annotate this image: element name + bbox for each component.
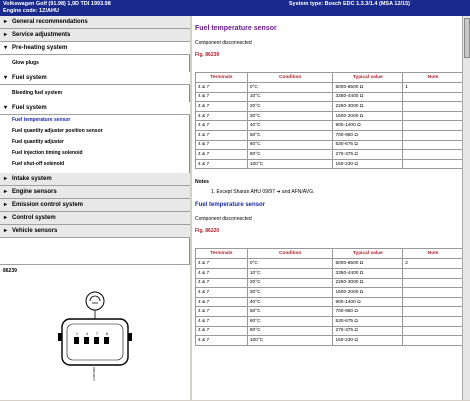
left-panel xyxy=(0,16,190,400)
table-cell: 10°C xyxy=(247,92,333,102)
table-cell: 40°C xyxy=(247,121,333,131)
table-cell: 50°C xyxy=(247,307,333,317)
table-cell: 4 & 7 xyxy=(196,259,248,269)
col-condition: Condition xyxy=(247,73,333,83)
table-cell xyxy=(403,297,464,307)
table-cell: 4 & 7 xyxy=(196,150,248,160)
table-cell xyxy=(403,268,464,278)
table-cell xyxy=(403,316,464,326)
table-cell: 530-675 Ω xyxy=(333,316,403,326)
figure-panel xyxy=(0,264,190,400)
table-cell: 4 & 7 xyxy=(196,83,248,93)
table-row xyxy=(196,326,464,336)
table-cell: 4 & 7 xyxy=(196,92,248,102)
sensor-symbol-icon xyxy=(86,292,104,310)
status-1: Component disconnected xyxy=(195,40,252,46)
table-cell xyxy=(403,159,464,169)
table-cell: 60°C xyxy=(247,316,333,326)
table-cell xyxy=(403,336,464,346)
note-1 xyxy=(195,189,455,195)
table-cell: 275-375 Ω xyxy=(333,326,403,336)
engine-code: Engine code: 1Z/AHU xyxy=(3,8,59,14)
table-row xyxy=(196,336,464,346)
system-type: System type: Bosch EDC 1.3.3/1.4 (MSA 12/15) xyxy=(288,1,410,7)
table-cell: 5000-6500 Ω xyxy=(333,83,403,93)
table-cell: 4 & 7 xyxy=(196,336,248,346)
nav-item-fuel-temp[interactable]: Fuel temperature sensor xyxy=(12,117,71,123)
col-note: Note xyxy=(403,73,464,83)
nav-section-preheating[interactable]: ▾ Pre-heating system xyxy=(0,42,190,55)
col-typical: Typical value xyxy=(333,73,403,83)
vertical-scrollbar[interactable] xyxy=(462,16,470,400)
table-cell xyxy=(403,278,464,288)
table-cell: 4 & 7 xyxy=(196,111,248,121)
table-cell: 700-950 Ω xyxy=(333,307,403,317)
table-cell: 150-230 Ω xyxy=(333,159,403,169)
table-cell: 2 xyxy=(403,259,464,269)
table-row xyxy=(196,288,464,298)
table-cell: 530-675 Ω xyxy=(333,140,403,150)
section-title-1: Fuel temperature sensor xyxy=(195,25,277,32)
values-table-1 xyxy=(195,72,464,169)
table-cell xyxy=(403,288,464,298)
table-cell: 0°C xyxy=(247,83,333,93)
nav-item-timing[interactable]: Fuel injection timing solenoid xyxy=(12,150,83,156)
table-cell xyxy=(403,326,464,336)
table-cell xyxy=(403,150,464,160)
table-row xyxy=(196,268,464,278)
table-cell: 30°C xyxy=(247,111,333,121)
table-cell: 20°C xyxy=(247,102,333,112)
values-table-2 xyxy=(195,248,464,345)
status-2: Component disconnected xyxy=(195,216,252,223)
table-cell: 10°C xyxy=(247,268,333,278)
table-row xyxy=(196,121,464,131)
table-row xyxy=(196,111,464,121)
note-1-text: 1. Except Sharan AHU 09/97 xyxy=(211,189,275,196)
table-cell: 3350-4400 Ω xyxy=(333,92,403,102)
nav-item-fuel-qty-pos[interactable]: Fuel quantity adjuster position sensor xyxy=(12,128,103,134)
figure-stamp: AZ001000 xyxy=(92,367,96,381)
note-1-tail: and AFN/AVG. xyxy=(281,189,315,196)
table-cell: 2250-3000 Ω xyxy=(333,102,403,112)
table-row xyxy=(196,83,464,93)
table-row xyxy=(196,130,464,140)
table-cell: 100°C xyxy=(247,336,333,346)
vehicle-title: Volkswagen Golf (91.98) 1,9D TDI 1993.98 xyxy=(3,1,111,7)
col-condition: Condition xyxy=(247,249,333,259)
table-cell: 4 & 7 xyxy=(196,268,248,278)
table-cell: 4 & 7 xyxy=(196,297,248,307)
nav-section-intake[interactable]: ▸ Intake system xyxy=(0,173,190,186)
nav-section-control[interactable]: ▸ Control system xyxy=(0,212,190,225)
table-cell: 4 & 7 xyxy=(196,316,248,326)
svg-text:8: 8 xyxy=(106,332,108,336)
table-cell: 80°C xyxy=(247,150,333,160)
nav-item-bleeding[interactable]: Bleeding fuel system xyxy=(12,90,63,96)
nav-section-engine-sensors[interactable]: ▸ Engine sensors xyxy=(0,186,190,199)
table-cell: 40°C xyxy=(247,297,333,307)
nav-section-fuel-1[interactable]: ▾ Fuel system xyxy=(0,72,190,85)
table-cell: 4 & 7 xyxy=(196,159,248,169)
table-cell: 150-230 Ω xyxy=(333,336,403,346)
nav-item-glow-plugs[interactable]: Glow plugs xyxy=(12,60,39,66)
table-cell: 4 & 7 xyxy=(196,326,248,336)
table-cell: 60°C xyxy=(247,140,333,150)
table-cell: 100°C xyxy=(247,159,333,169)
table-cell: 50°C xyxy=(247,130,333,140)
title-bar xyxy=(0,0,470,16)
table-cell xyxy=(403,140,464,150)
svg-text:7: 7 xyxy=(96,332,98,336)
table-cell xyxy=(403,92,464,102)
table-cell: 900-1400 Ω xyxy=(333,297,403,307)
table-cell: 4 & 7 xyxy=(196,140,248,150)
table-cell: 0°C xyxy=(247,259,333,269)
table-cell: 4 & 7 xyxy=(196,102,248,112)
fig-link-1[interactable]: Fig. 86239 xyxy=(195,52,220,58)
table-cell: 4 & 7 xyxy=(196,288,248,298)
table-cell: 1 xyxy=(403,83,464,93)
table-cell: 30°C xyxy=(247,288,333,298)
table-row xyxy=(196,259,464,269)
nav-section-emission[interactable]: ▸ Emission control system xyxy=(0,199,190,212)
table-row xyxy=(196,102,464,112)
table-cell xyxy=(403,102,464,112)
nav-section-general[interactable]: ▸ General recommendations xyxy=(0,16,190,29)
nav-section-service[interactable]: ▸ Service adjustments xyxy=(0,29,190,42)
content-pane xyxy=(192,16,470,400)
svg-text:1: 1 xyxy=(76,332,78,336)
table-cell xyxy=(403,307,464,317)
table-cell: 5000-6500 Ω xyxy=(333,259,403,269)
table-cell xyxy=(403,121,464,131)
table-row xyxy=(196,307,464,317)
col-terminals: Terminals xyxy=(196,73,248,83)
section-title-2: Fuel temperature sensor xyxy=(195,202,266,209)
table-row xyxy=(196,159,464,169)
table-cell: 4 & 7 xyxy=(196,307,248,317)
table-row xyxy=(196,150,464,160)
arrow-right-icon: ➜ xyxy=(276,189,281,196)
table-row xyxy=(196,278,464,288)
table-cell xyxy=(403,111,464,121)
table-cell: 3350-4400 Ω xyxy=(333,268,403,278)
col-note: Note xyxy=(403,249,464,259)
table-cell: 700-950 Ω xyxy=(333,130,403,140)
table-cell: 2250-3000 Ω xyxy=(333,278,403,288)
col-terminals: Terminals xyxy=(196,249,248,259)
table-cell: 4 & 7 xyxy=(196,121,248,131)
table-cell: 900-1400 Ω xyxy=(333,121,403,131)
table-row xyxy=(196,92,464,102)
col-typical: Typical value xyxy=(333,249,403,259)
table-cell: 1500-2000 Ω xyxy=(333,111,403,121)
scrollbar-thumb[interactable] xyxy=(464,18,470,58)
table-cell xyxy=(403,130,464,140)
nav-item-fuel-qty[interactable]: Fuel quantity adjuster xyxy=(12,139,64,145)
table-cell: 275-375 Ω xyxy=(333,150,403,160)
svg-text:4: 4 xyxy=(86,332,88,336)
table-row xyxy=(196,316,464,326)
connector-diagram xyxy=(0,271,190,401)
table-row xyxy=(196,140,464,150)
table-cell: 80°C xyxy=(247,326,333,336)
nav-tree xyxy=(0,16,190,238)
notes-heading: Notes xyxy=(195,179,209,186)
nav-section-vehicle-sensors[interactable]: ▸ Vehicle sensors xyxy=(0,225,190,238)
figure-label: 86239 xyxy=(3,268,17,274)
fig-link-2[interactable]: Fig. 86220 xyxy=(195,228,220,235)
table-row xyxy=(196,297,464,307)
table-cell: 4 & 7 xyxy=(196,278,248,288)
nav-item-shutoff[interactable]: Fuel shut-off solenoid xyxy=(12,161,65,167)
nav-section-fuel-2[interactable]: ▾ Fuel system xyxy=(0,102,190,115)
table-cell: 1500-2000 Ω xyxy=(333,288,403,298)
table-cell: 4 & 7 xyxy=(196,130,248,140)
table-cell: 20°C xyxy=(247,278,333,288)
